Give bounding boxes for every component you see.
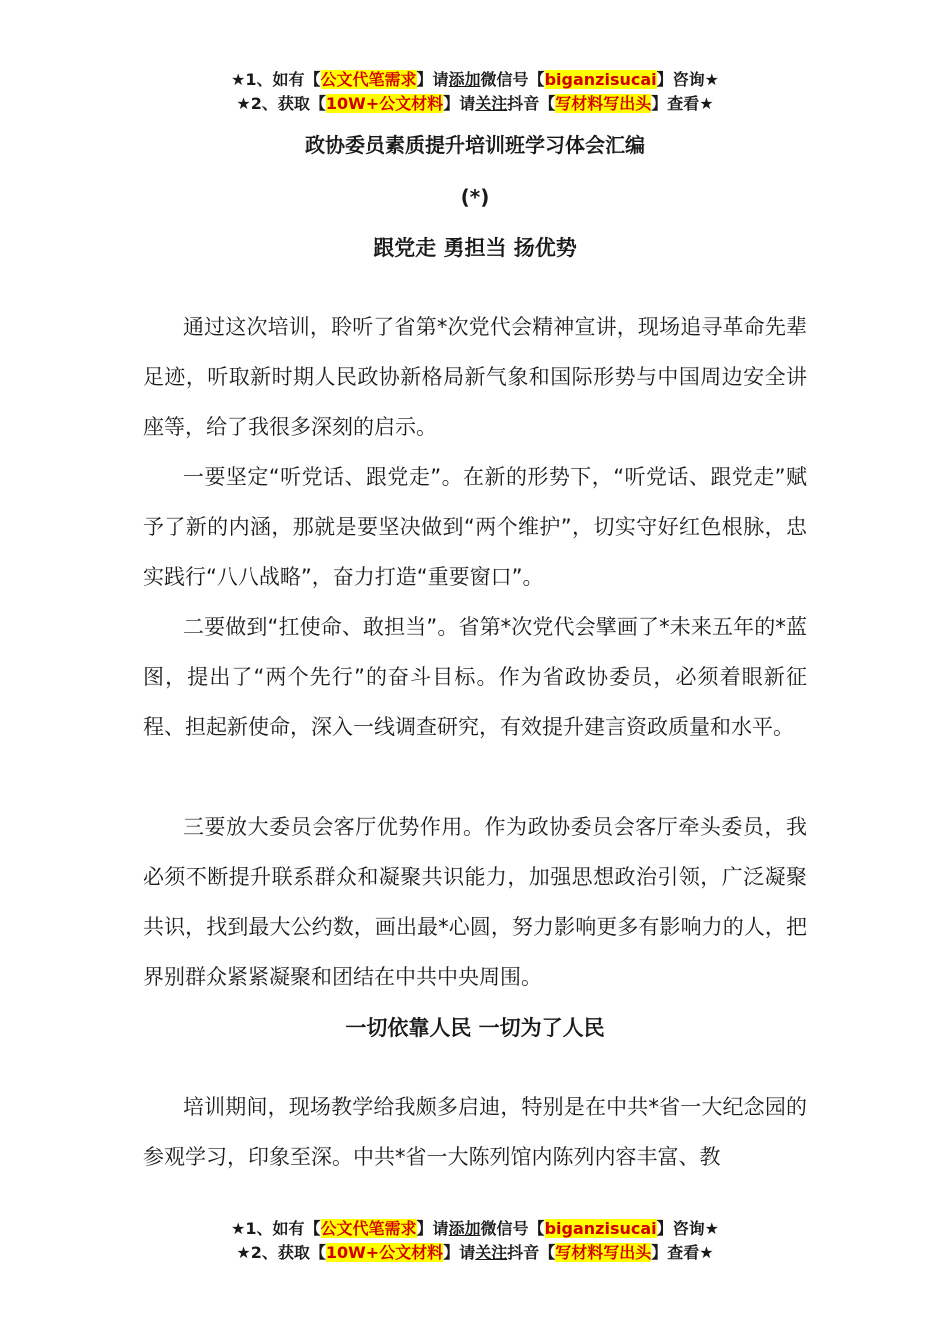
douyin-account: 写材料写出头 <box>555 94 652 113</box>
wechat-id: biganzisucai <box>544 1219 657 1238</box>
highlight-service: 公文代笔需求 <box>320 70 417 89</box>
highlight-service: 公文代笔需求 <box>320 1219 417 1238</box>
paragraph-point-3: 三要放大委员会客厅优势作用。作为政协委员会客厅牵头委员，我必须不断提升联系群众和凝聚共识能力，加强思想政治引领，广泛凝聚共识，找到最大公约数，画出最*心圆，努力影响更多有影响力的人，把界别群众紧紧凝聚和团结在中共中央周围。 <box>143 815 807 989</box>
banner-line-1: ★1、如有【公文代笔需求】请添加微信号【biganzisucai】咨询★ <box>231 1219 719 1238</box>
header-banner <box>0 68 950 116</box>
banner-line-2: ★2、获取【10W+公文材料】请关注抖音【写材料写出头】查看★ <box>236 1243 714 1262</box>
section-marker: (*) <box>460 185 490 209</box>
section-heading-1: 跟党走 勇担当 扬优势 <box>373 236 577 260</box>
document-title: 政协委员素质提升培训班学习体会汇编 <box>305 133 645 157</box>
paragraph-training: 培训期间，现场教学给我颇多启迪，特别是在中共*省一大纪念园的参观学习，印象至深。中共*省一大陈列馆内陈列内容丰富、教 <box>143 1095 807 1169</box>
paragraph-point-2: 二要做到“扛使命、敢担当”。省第*次党代会擘画了*未来五年的*蓝图，提出了“两个先行”的奋斗目标。作为省政协委员，必须着眼新征程、担起新使命，深入一线调查研究，有效提升建言资政质量和水平。 <box>143 615 807 739</box>
paragraph-point-1: 一要坚定“听党话、跟党走”。在新的形势下，“听党话、跟党走”赋予了新的内涵，那就是要坚决做到“两个维护”，切实守好红色根脉，忠实践行“八八战略”，奋力打造“重要窗口”。 <box>143 465 807 589</box>
section-heading-2: 一切依靠人民 一切为了人民 <box>345 1016 605 1040</box>
footer-banner <box>0 1217 950 1265</box>
douyin-account: 写材料写出头 <box>555 1243 652 1262</box>
highlight-materials: 10W+公文材料 <box>325 94 444 113</box>
highlight-materials: 10W+公文材料 <box>325 1243 444 1262</box>
wechat-id: biganzisucai <box>544 70 657 89</box>
banner-line-2: ★2、获取【10W+公文材料】请关注抖音【写材料写出头】查看★ <box>236 94 714 113</box>
banner-line-1: ★1、如有【公文代笔需求】请添加微信号【biganzisucai】咨询★ <box>231 70 719 89</box>
paragraph-intro: 通过这次培训，聆听了省第*次党代会精神宣讲，现场追寻革命先辈足迹，听取新时期人民政协新格局新气象和国际形势与中国周边安全讲座等，给了我很多深刻的启示。 <box>143 315 807 439</box>
